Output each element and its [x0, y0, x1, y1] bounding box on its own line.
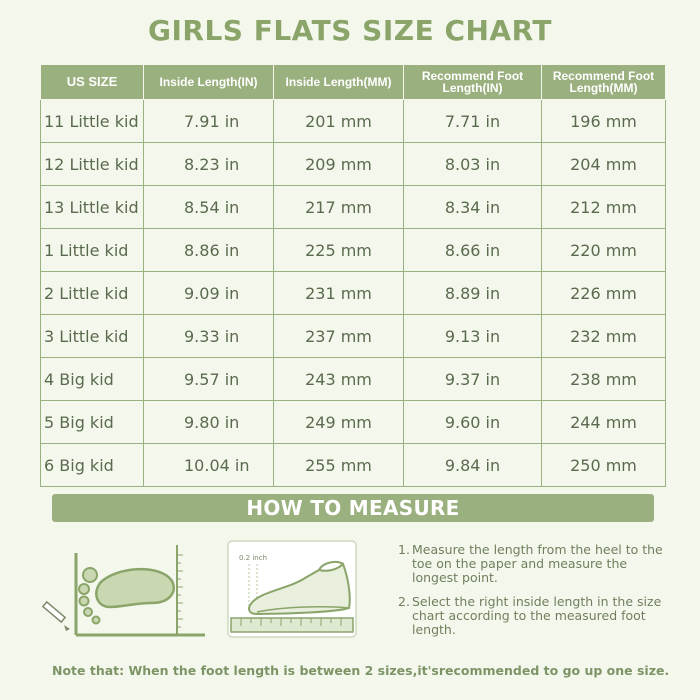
cell-inside-in: 8.54 in [144, 186, 274, 229]
table-row [41, 100, 666, 143]
ruler-icon [231, 618, 353, 632]
footprint-icon [76, 545, 205, 635]
cell-inside-mm: 237 mm [274, 315, 404, 358]
page-title: GIRLS FLATS SIZE CHART [147, 14, 552, 47]
step-text: Select the right inside length in the size chart according to the measured foot length. [412, 594, 662, 637]
cell-foot-in: 8.66 in [404, 229, 542, 272]
table-row [41, 143, 666, 186]
table-row [41, 444, 666, 487]
table-header-row [41, 65, 666, 100]
cell-inside-mm: 249 mm [274, 401, 404, 444]
cell-foot-mm: 250 mm [542, 444, 666, 487]
cell-foot-in: 8.03 in [404, 143, 542, 186]
cell-foot-in: 7.71 in [404, 100, 542, 143]
cell-us-size: 11 Little kid [41, 100, 144, 143]
cell-inside-mm: 231 mm [274, 272, 404, 315]
cell-foot-mm: 220 mm [542, 229, 666, 272]
cell-foot-mm: 226 mm [542, 272, 666, 315]
cell-us-size: 13 Little kid [41, 186, 144, 229]
cell-inside-mm: 243 mm [274, 358, 404, 401]
cell-foot-mm: 244 mm [542, 401, 666, 444]
shoe-illustration [227, 540, 359, 640]
cell-foot-in: 9.84 in [404, 444, 542, 487]
table-row [41, 229, 666, 272]
cell-us-size: 5 Big kid [41, 401, 144, 444]
header-inside-length-mm: Inside Length(MM) [274, 65, 404, 100]
cell-us-size: 1 Little kid [41, 229, 144, 272]
step-number: 2. [398, 594, 410, 609]
cell-inside-mm: 209 mm [274, 143, 404, 186]
cell-inside-in: 10.04 in [144, 444, 274, 487]
gap-label: 0.2 inch [239, 554, 268, 562]
cell-us-size: 12 Little kid [41, 143, 144, 186]
cell-foot-in: 8.89 in [404, 272, 542, 315]
cell-inside-in: 8.86 in [144, 229, 274, 272]
cell-inside-in: 8.23 in [144, 143, 274, 186]
cell-us-size: 4 Big kid [41, 358, 144, 401]
sizing-note: Note that: When the foot length is between 2 sizes,it'srecommended to go up one size. [52, 663, 670, 678]
table-row [41, 315, 666, 358]
header-foot-length-in: Recommend Foot Length(IN) [404, 65, 542, 100]
cell-inside-mm: 225 mm [274, 229, 404, 272]
step-number: 1. [398, 542, 410, 557]
cell-foot-mm: 204 mm [542, 143, 666, 186]
cell-inside-mm: 217 mm [274, 186, 404, 229]
pencil-icon [43, 602, 70, 631]
cell-inside-in: 9.33 in [144, 315, 274, 358]
cell-us-size: 6 Big kid [41, 444, 144, 487]
cell-foot-in: 9.13 in [404, 315, 542, 358]
table-row [41, 401, 666, 444]
header-foot-length-mm: Recommend Foot Length(MM) [542, 65, 666, 100]
cell-inside-mm: 255 mm [274, 444, 404, 487]
cell-foot-in: 9.60 in [404, 401, 542, 444]
measure-step-1 [398, 543, 668, 585]
cell-us-size: 2 Little kid [41, 272, 144, 315]
cell-foot-in: 9.37 in [404, 358, 542, 401]
cell-foot-mm: 212 mm [542, 186, 666, 229]
header-inside-length-in: Inside Length(IN) [144, 65, 274, 100]
measure-steps [398, 543, 668, 647]
footprint-illustration [40, 545, 210, 645]
table-row [41, 186, 666, 229]
cell-inside-in: 9.80 in [144, 401, 274, 444]
how-to-measure-banner: HOW TO MEASURE [52, 494, 654, 522]
table-row [41, 358, 666, 401]
cell-foot-mm: 196 mm [542, 100, 666, 143]
step-text: Measure the length from the heel to the toe on the paper and measure the longest point. [412, 542, 663, 585]
cell-foot-in: 8.34 in [404, 186, 542, 229]
cell-inside-in: 9.09 in [144, 272, 274, 315]
header-us-size: US SIZE [41, 65, 144, 100]
cell-foot-mm: 238 mm [542, 358, 666, 401]
cell-inside-mm: 201 mm [274, 100, 404, 143]
cell-foot-mm: 232 mm [542, 315, 666, 358]
size-chart-table [40, 64, 666, 487]
cell-us-size: 3 Little kid [41, 315, 144, 358]
cell-inside-in: 9.57 in [144, 358, 274, 401]
cell-inside-in: 7.91 in [144, 100, 274, 143]
measure-step-2 [398, 595, 668, 637]
table-row [41, 272, 666, 315]
